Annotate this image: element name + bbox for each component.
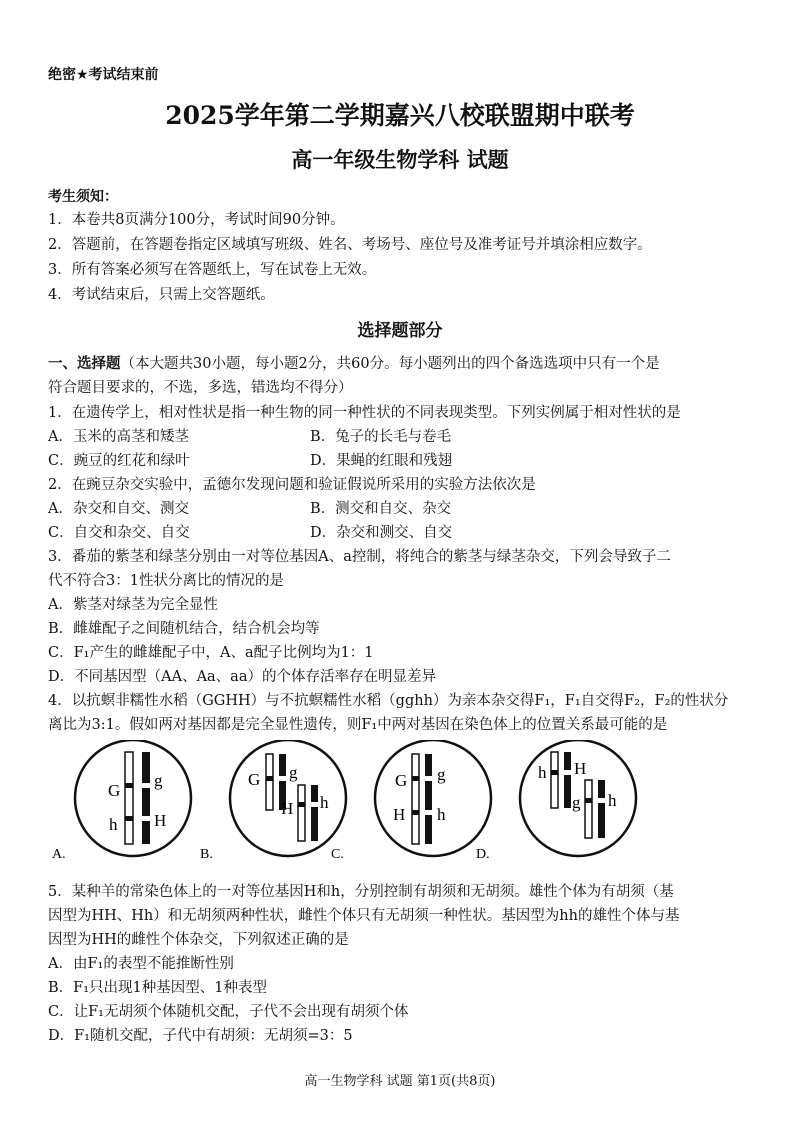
chromosome-black xyxy=(564,752,571,808)
gene-label: g xyxy=(437,765,446,784)
notice-heading: 考生须知： xyxy=(48,189,118,205)
part-desc-line2: 符合题目要求的，不选，多选，错选均不得分） xyxy=(48,380,353,396)
diagram-b xyxy=(200,740,346,862)
notice-item: 3．所有答案必须写在答题纸上，写在试卷上无效。 xyxy=(48,262,377,278)
q1-option-b: B．兔子的长毛与卷毛 xyxy=(310,429,452,445)
gene-label: H xyxy=(281,799,294,818)
gene-label: H xyxy=(154,811,167,830)
cell-outline xyxy=(230,740,346,856)
gene-label: g xyxy=(289,763,298,782)
notice-item: 1．本卷共8页满分100分，考试时间90分钟。 xyxy=(48,212,345,228)
diagram-d xyxy=(476,740,636,862)
chromosome-black xyxy=(311,785,318,841)
gene-label: h xyxy=(437,805,446,824)
band-h-locus xyxy=(142,816,150,821)
page-title: 2025学年第二学期嘉兴八校联盟期中联考 xyxy=(165,101,635,130)
page-subtitle: 高一年级生物学科 试题 xyxy=(291,147,509,172)
chromosome-white xyxy=(551,752,558,808)
gene-label: g xyxy=(154,771,163,790)
gene-label: h xyxy=(109,815,118,834)
gene-label: h xyxy=(320,793,329,812)
chromosome-white xyxy=(412,754,419,844)
chromosome-black xyxy=(142,752,150,844)
gene-label: H xyxy=(574,759,587,778)
gene-label: h xyxy=(608,791,617,810)
chromosome-diagrams xyxy=(48,740,768,870)
chromosome-black xyxy=(425,754,432,844)
band-h-locus xyxy=(564,770,571,775)
part-label: 一、选择题 xyxy=(48,355,121,372)
q4-stem-line1: 4．以抗螟非糯性水稻（GGHH）与不抗螟糯性水稻（gghh）为亲本杂交得F₁，F₁自交得F₂，F₂的性状分 xyxy=(48,693,729,709)
q5-stem-line1: 5．某种羊的常染色体上的一对等位基因H和h，分别控制有胡须和无胡须。雄性个体为有胡须（基 xyxy=(48,884,674,900)
notice-item: 4．考试结束后，只需上交答题纸。 xyxy=(48,287,275,303)
cell-outline xyxy=(375,740,491,856)
q1-option-c: C．豌豆的红花和绿叶 xyxy=(48,453,190,469)
q4-option-a: A. xyxy=(52,847,66,862)
q4-option-b: B. xyxy=(200,847,213,862)
page-footer: 高一生物学科 试题 第1页(共8页) xyxy=(304,1074,496,1089)
part-description xyxy=(48,352,660,373)
q3-option-b: B．雌雄配子之间随机结合，结合机会均等 xyxy=(48,621,320,637)
notice-item: 2．答题前，在答题卷指定区域填写班级、姓名、考场号、座位号及准考证号并填涂相应数字。 xyxy=(48,237,652,253)
q5-option-c: C．让F₁无胡须个体随机交配，子代不会出现有胡须个体 xyxy=(48,1004,409,1020)
diagram-a xyxy=(52,740,191,862)
gene-label: G xyxy=(395,771,408,790)
chromosome-white xyxy=(585,780,592,838)
band-g-locus xyxy=(266,776,273,781)
q1-option-a: A．玉米的高茎和矮茎 xyxy=(48,429,189,445)
q3-option-a: A．紫茎对绿茎为完全显性 xyxy=(48,597,218,613)
q3-stem-line1: 3．番茄的紫茎和绿茎分别由一对等位基因A、a控制，将纯合的紫茎与绿茎杂交，下列会导致子二 xyxy=(48,549,671,565)
chromosome-white xyxy=(125,752,133,844)
diagram-c xyxy=(331,740,491,862)
band-g-locus xyxy=(279,776,286,781)
q4-option-d: D. xyxy=(476,847,490,862)
band-h-locus xyxy=(298,802,305,807)
band-g-locus xyxy=(585,798,592,803)
band-h-locus xyxy=(425,810,432,815)
q5-option-b: B．F₁只出现1种基因型、1种表型 xyxy=(48,980,267,996)
q1-option-d: D．果蝇的红眼和残翅 xyxy=(310,453,453,469)
chromosome-white xyxy=(266,754,273,810)
band-g-locus xyxy=(425,776,432,781)
band-h-locus xyxy=(125,816,133,821)
band-g-locus xyxy=(412,776,419,781)
q2-option-b: B．测交和自交、杂交 xyxy=(310,501,452,517)
chromosome-black xyxy=(598,780,605,838)
band-h-locus xyxy=(551,770,558,775)
band-g-locus xyxy=(125,783,133,788)
q1-stem: 1．在遗传学上，相对性状是指一种生物的同一种性状的不同表现类型。下列实例属于相对性状的是 xyxy=(48,405,681,421)
q5-option-a: A．由F₁的表型不能推断性别 xyxy=(48,956,234,972)
q4-stem-line2: 离比为3:1。假如两对基因都是完全显性遗传，则F₁中两对基因在染色体上的位置关系最可能的是 xyxy=(48,717,668,733)
q2-option-c: C．自交和杂交、自交 xyxy=(48,525,190,541)
band-h-locus xyxy=(311,802,318,807)
part-desc-line1: （本大题共30小题，每小题2分，共60分。每小题列出的四个备选选项中只有一个是 xyxy=(120,356,660,372)
q5-option-d: D．F₁随机交配，子代中有胡须：无胡须=3：5 xyxy=(48,1028,353,1044)
q5-stem-line2: 因型为HH、Hh）和无胡须两种性状，雌性个体只有无胡须一种性状。基因型为hh的雄性个体与基 xyxy=(48,908,680,924)
section-title: 选择题部分 xyxy=(357,321,443,341)
q2-option-d: D．杂交和测交、自交 xyxy=(310,525,453,541)
band-g-locus xyxy=(598,798,605,803)
chromosome-white xyxy=(298,785,305,841)
q3-option-d: D．不同基因型（AA、Aa、aa）的个体存活率存在明显差异 xyxy=(48,669,436,685)
q4-option-c: C. xyxy=(331,847,344,862)
gene-label: h xyxy=(538,763,547,782)
q3-stem-line2: 代不符合3：1性状分离比的情况的是 xyxy=(48,573,284,589)
band-h-locus xyxy=(412,810,419,815)
gene-label: G xyxy=(248,770,261,789)
q2-option-a: A．杂交和自交、测交 xyxy=(48,501,189,517)
gene-label: g xyxy=(572,793,581,812)
gene-label: G xyxy=(108,781,121,800)
q2-stem: 2．在豌豆杂交实验中，孟德尔发现问题和验证假说所采用的实验方法依次是 xyxy=(48,477,536,493)
q5-stem-line3: 因型为HH的雌性个体杂交，下列叙述正确的是 xyxy=(48,932,349,948)
gene-label: H xyxy=(393,805,406,824)
secret-label: 绝密★考试结束前 xyxy=(48,67,159,83)
q3-option-c: C．F₁产生的雌雄配子中，A、a配子比例均为1：1 xyxy=(48,645,374,661)
band-g-locus xyxy=(142,783,150,788)
